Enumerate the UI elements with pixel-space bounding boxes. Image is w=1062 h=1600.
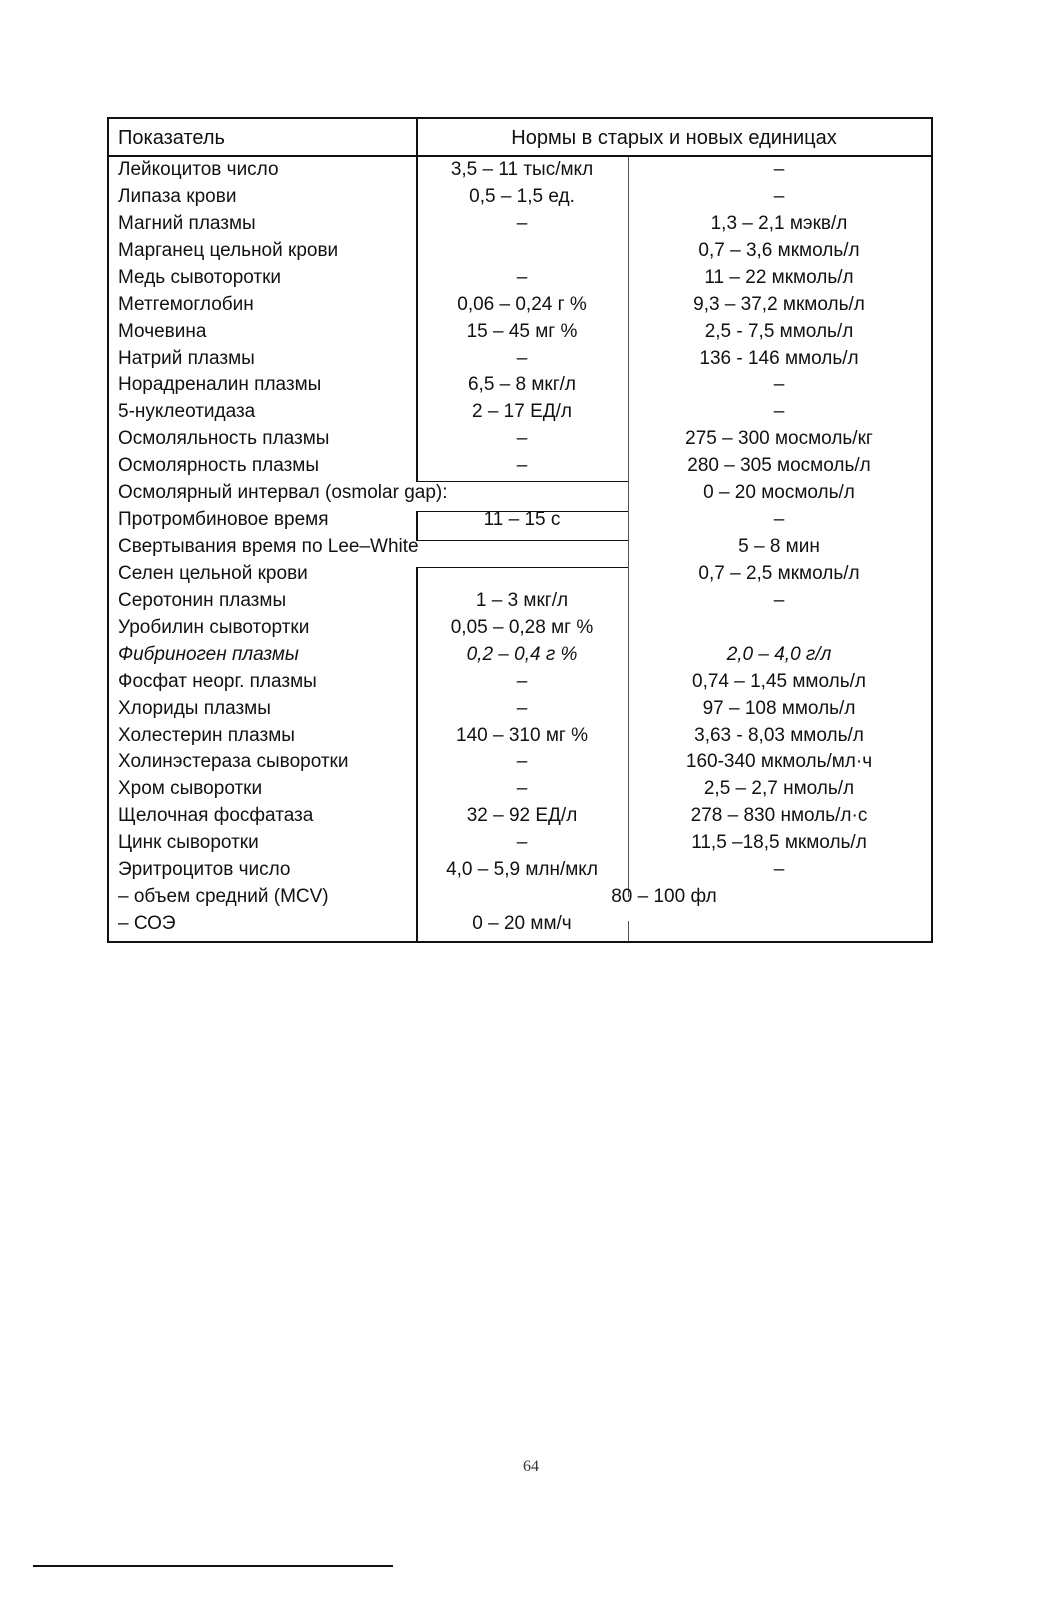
row-new-value: –	[773, 589, 785, 611]
row-new-value: 11,5 –18,5 мкмоль/л	[691, 832, 867, 854]
row-old-value: 4,0 – 5,9 млн/мкл	[446, 859, 598, 881]
row-old-value: 140 – 310 мг %	[456, 724, 588, 746]
row-name: Норадреналин плазмы	[118, 374, 322, 396]
row-old-value: 2 – 17 ЕД/л	[471, 401, 573, 423]
norms-table	[107, 117, 933, 943]
row-new-value: 3,63 - 8,03 ммоль/л	[694, 724, 864, 746]
row-name: Осмолярный интервал (osmolar gap):	[118, 482, 448, 504]
row-old-value: 0,2 – 0,4 г %	[466, 643, 578, 665]
row-new-value: 275 – 300 мосмоль/кг	[685, 428, 873, 450]
row-old-value: –	[516, 347, 528, 369]
row-name: Щелочная фосфатаза	[118, 805, 314, 827]
row-name: Цинк сыворотки	[118, 832, 259, 854]
header-param: Показатель	[118, 127, 225, 149]
row-name: Хром сыворотки	[118, 778, 263, 800]
header-divider	[109, 155, 931, 157]
row-name: Холестерин плазмы	[118, 724, 295, 746]
row-old-value: 6,5 – 8 мкг/л	[467, 374, 577, 396]
row-new-value: –	[773, 159, 785, 180]
hline-proth	[416, 540, 628, 541]
row-old-value: –	[516, 832, 528, 854]
header-norms: Нормы в старых и новых единицах	[511, 127, 837, 149]
row-name: Марганец цельной крови	[118, 239, 339, 261]
col-divider-d	[628, 157, 629, 897]
row-new-value: 0,74 – 1,45 ммоль/л	[692, 670, 866, 692]
row-name: Метгемоглобин	[118, 293, 254, 315]
row-new-value: 9,3 – 37,2 мкмоль/л	[693, 293, 865, 315]
row-name: Фибриноген плазмы	[118, 643, 299, 665]
row-new-value: –	[773, 374, 785, 396]
row-name: Свертывания время по Lee–White	[118, 536, 419, 558]
col-divider-c	[416, 567, 418, 941]
row-name: Мочевина	[118, 320, 207, 342]
row-new-value: 5 – 8 мин	[738, 536, 820, 558]
row-name: Уробилин сывотортки	[118, 616, 310, 638]
row-new-value: 2,0 – 4,0 г/л	[726, 643, 832, 665]
row-old-value: 11 – 15 с	[483, 509, 561, 531]
row-name: – объем средний (MCV)	[118, 886, 329, 908]
row-new-value: –	[773, 401, 785, 423]
row-new-value: –	[773, 185, 785, 207]
row-name: Хлориды плазмы	[118, 697, 271, 719]
page-number: 64	[523, 1458, 539, 1475]
row-old-value: –	[516, 266, 528, 288]
row-name: Серотонин плазмы	[118, 589, 287, 611]
row-old-value: –	[516, 212, 528, 234]
header-col-divider	[416, 119, 418, 155]
row-old-value: 1 – 3 мкг/л	[475, 589, 569, 611]
row-old-value: 0,05 – 0,28 мг %	[450, 616, 594, 638]
row-new-value: 1,3 – 2,1 мэкв/л	[710, 212, 848, 234]
row-name: – СОЭ	[118, 913, 176, 935]
row-name: Натрий плазмы	[118, 347, 255, 369]
row-old-value: 32 – 92 ЕД/л	[466, 805, 578, 827]
row-new-value: 2,5 – 2,7 нмоль/л	[703, 778, 855, 800]
col-divider-e	[628, 921, 629, 941]
row-new-value: 278 – 830 нмоль/л·с	[690, 805, 868, 827]
row-name: Магний плазмы	[118, 212, 256, 234]
footnote-rule	[33, 1565, 393, 1567]
row-old-value: –	[516, 778, 528, 800]
row-new-value: 2,5 - 7,5 ммоль/л	[704, 320, 854, 342]
row-new-value: 11 – 22 мкмоль/л	[704, 266, 854, 288]
row-name: Холинэстераза сыворотки	[118, 751, 349, 773]
col-divider-a	[416, 157, 418, 481]
hline-lee	[416, 567, 628, 568]
row-old-value: 0,5 – 1,5 ед.	[469, 185, 575, 207]
row-old-value: 0 – 20 мм/ч	[472, 913, 572, 935]
row-new-value: –	[773, 509, 785, 531]
row-old-value: –	[516, 455, 528, 477]
row-new-value: 0,7 – 3,6 мкмоль/л	[698, 239, 860, 261]
row-name: Фосфат неорг. плазмы	[118, 670, 317, 692]
row-old-value: 3,5 – 11 тыс/мкл	[450, 159, 594, 180]
row-name: Осмоляльность плазмы	[118, 428, 330, 450]
hline-osm	[416, 481, 628, 482]
row-new-value: 0,7 – 2,5 мкмоль/л	[698, 562, 860, 584]
row-new-value: 280 – 305 мосмоль/л	[687, 455, 871, 477]
row-new-value: 0 – 20 мосмоль/л	[703, 482, 855, 504]
row-name: Протромбиновое время	[118, 509, 329, 531]
row-new-value: 160-340 мкмоль/мл·ч	[685, 751, 873, 773]
row-name: Медь сывоторотки	[118, 266, 282, 288]
row-old-value: –	[516, 697, 528, 719]
row-old-value: 15 – 45 мг %	[466, 320, 578, 342]
row-name: Липаза крови	[118, 185, 237, 207]
row-name: Осмолярность плазмы	[118, 455, 320, 477]
row-merged-value: 80 – 100 фл	[611, 886, 717, 908]
row-old-value: –	[516, 670, 528, 692]
row-name: Лейкоцитов число	[118, 159, 279, 180]
row-name: Селен цельной крови	[118, 562, 308, 584]
row-name: Эритроцитов число	[118, 859, 291, 881]
row-new-value: 97 – 108 ммоль/л	[702, 697, 856, 719]
row-name: 5-нуклеотидаза	[118, 401, 256, 423]
row-old-value: –	[516, 428, 528, 450]
row-new-value: 136 - 146 ммоль/л	[699, 347, 859, 369]
row-old-value: –	[516, 751, 528, 773]
row-old-value: 0,06 – 0,24 г %	[457, 293, 587, 315]
row-new-value: –	[773, 859, 785, 881]
